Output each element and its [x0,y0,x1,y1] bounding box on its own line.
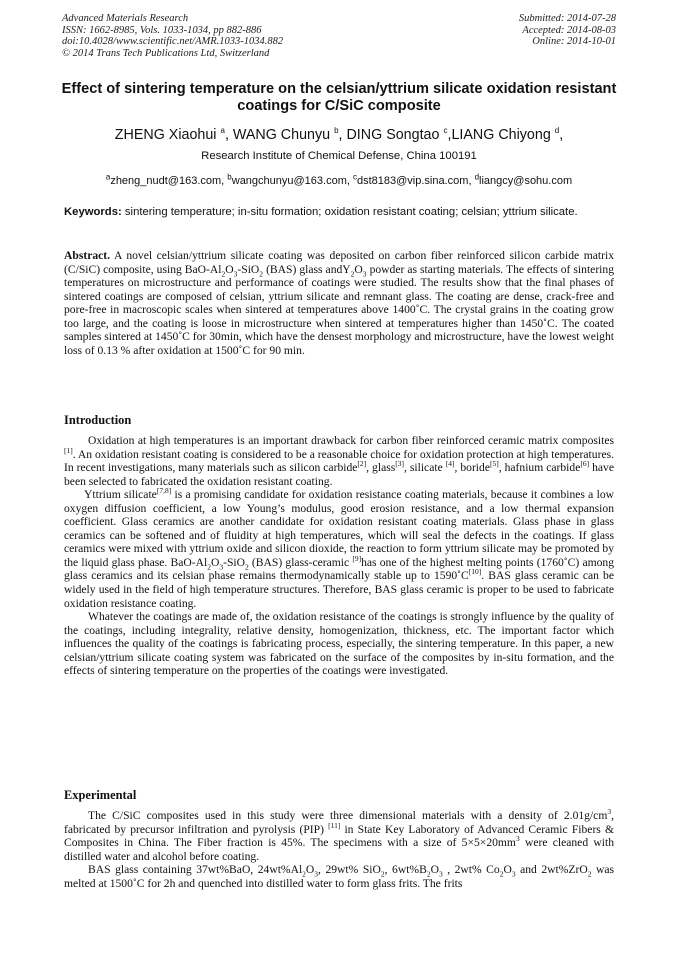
author: LIANG Chiyong $^d$, [451,126,564,143]
abstract-label: Abstract. [64,249,111,262]
introduction-heading: Introduction [64,413,132,427]
exp-paragraph-1: The C/SiC composites used in this study were three dimensional materials with a density of $2.01g/cm^3$, fabricated by precursor infiltration and pyrolysis (PIP) [11] in State Key Laboratory of Advanced Ceramic Fibers & Composites in China. The Fiber fraction is 45%. The specimens with a size of $5\times 5\times 20mm^3$ were cleaned with distilled water and alcohol before coating. [64,807,614,863]
publication-dates [519,13,616,48]
online-date: Online: 2014-10-01 [532,36,616,47]
author: WANG Chunyu $^b$, [232,126,347,143]
author: ZHENG Xiaohui $^a$, [114,126,233,143]
author-list [30,122,648,144]
experimental-heading: Experimental [64,788,137,802]
introduction-section [64,434,614,678]
keywords-text: sintering temperature; in-situ formation; oxidation resistant coating; celsian; yttrium silicate. [124,206,578,218]
keywords-label: Keywords: [64,206,122,218]
email-list [30,172,648,187]
author: DING Songtao $^c$, [346,126,452,143]
abstract: Abstract. A novel celsian/yttrium silicate coating was deposited on carbon fiber reinforced silicon carbide matrix (C/SiC) composite, using BaO-$Al_2O_3-SiO_2$ (BAS) glass $andY_2O_3$ powder as starting materials. The effects of sintering temperatures on microstructure and performance of coatings were studied. The results show that the final phases of sintered coatings are composed of celsian, yttrium silicate and remnant glass. The coating are dense, crack-free and pore-free in macroscopic scales when sintered at temperatures above 1400˚C. The crystal grains in the coating grow too large, and the coating is loose in microstructure when sintered at temperatures higher than 1450˚C. The coated samples sintered at 1450˚C for 30min, which have the densest morphology and microstructure, have the lowest weight loss of 0.13 % after oxidation at 1500˚C for 90 min. [64,249,614,357]
intro-paragraph-1: Oxidation at high temperatures is an important drawback for carbon fiber reinforced ceramic matrix composites [1]. An oxidation resistant coating is considered to be a reasonable choice for oxidation protection at high temperatures. In recent investigations, many materials such as silicon carbide[2], glass[3], silicate [4], boride[5], hafnium carbide[6] have been selected to fabricated the oxidation resistant coating. [64,434,614,488]
keywords [64,205,614,220]
paper-title: Effect of sintering temperature on the celsian/yttrium silicate oxidation resistant coatings for C/SiC composite [61,81,617,114]
intro-paragraph-2: Yttrium silicate[7,8] is a promising candidate for oxidation resistance coating materials, because it combines a low oxygen diffusion coefficient, a low Young’s modulus, good erosion resistance, and a low thermal expansion coefficient. Glass ceramics are another candidate for oxidation resistant coating materials. Glass phase in glass ceramics can be softened and of fluidity at high temperatures, which will seal the defects in the coatings. If glass ceramics were mixed with yttrium oxide and silicon dioxide, the reaction to form yttrium silicate may be promoted by the liquid glass phase. BaO-$Al_2O_3-SiO_2$ (BAS) glass-ceramic [9]has one of the highest melting points (1760˚C) among glass ceramics and its celsian phase remains thermodynamically stable up to 1590˚C[10]. BAS glass ceramic can be widely used in the field of high temperature structures. Therefore, BAS glass ceramic is proper to be used to fabricate oxidation resistance coating. [64,486,614,610]
accepted-date: Accepted: 2014-08-03 [522,24,616,36]
copyright-line: © 2014 Trans Tech Publications Ltd, Switzerland [62,47,270,59]
email: $^a$zheng_nudt@163.com, [105,172,228,187]
journal-info [62,13,283,59]
issn-line: ISSN: 1662-8985, Vols. 1033-1034, pp 882-886 [62,24,262,36]
email: $^c$dst8183@vip.sina.com, [353,172,475,187]
doi-line: doi:10.4028/www.scientific.net/AMR.1033-1034.882 [62,36,284,47]
journal-name: Advanced Materials Research [62,13,189,24]
intro-paragraph-3: Whatever the coatings are made of, the oxidation resistance of the coatings is strongly influence by the quality of the coatings, including integrality, relative density, homogenization, thickness, etc. The important factor which influences the quality of the coatings is fabricating process, especially, the sintering temperature. In this paper, a new celsian/yttrium silicate coating system was fabricated on the surface of the composites by in-situ formation, and the effects of sintering temperature on the properties of the coatings were investigated. [64,610,614,678]
submitted-date: Submitted: 2014-07-28 [518,13,616,24]
email: $^b$wangchunyu@163.com, [227,172,353,187]
email: $^d$liangcy@sohu.com [474,172,573,187]
exp-paragraph-2: BAS glass containing 37wt%BaO, $24wt\%Al_2O_3$, 29wt% SiO$_2$, $6wt\%B_2O_3$ , 2wt% $Co_2O_3$ and 2wt%ZrO$_2$ was melted at 1500˚C for 2h and quenched into distilled water to form glass frits. The frits [64,863,615,890]
affiliation: Research Institute of Chemical Defense, China 100191 [201,150,477,162]
experimental-section [64,809,614,890]
